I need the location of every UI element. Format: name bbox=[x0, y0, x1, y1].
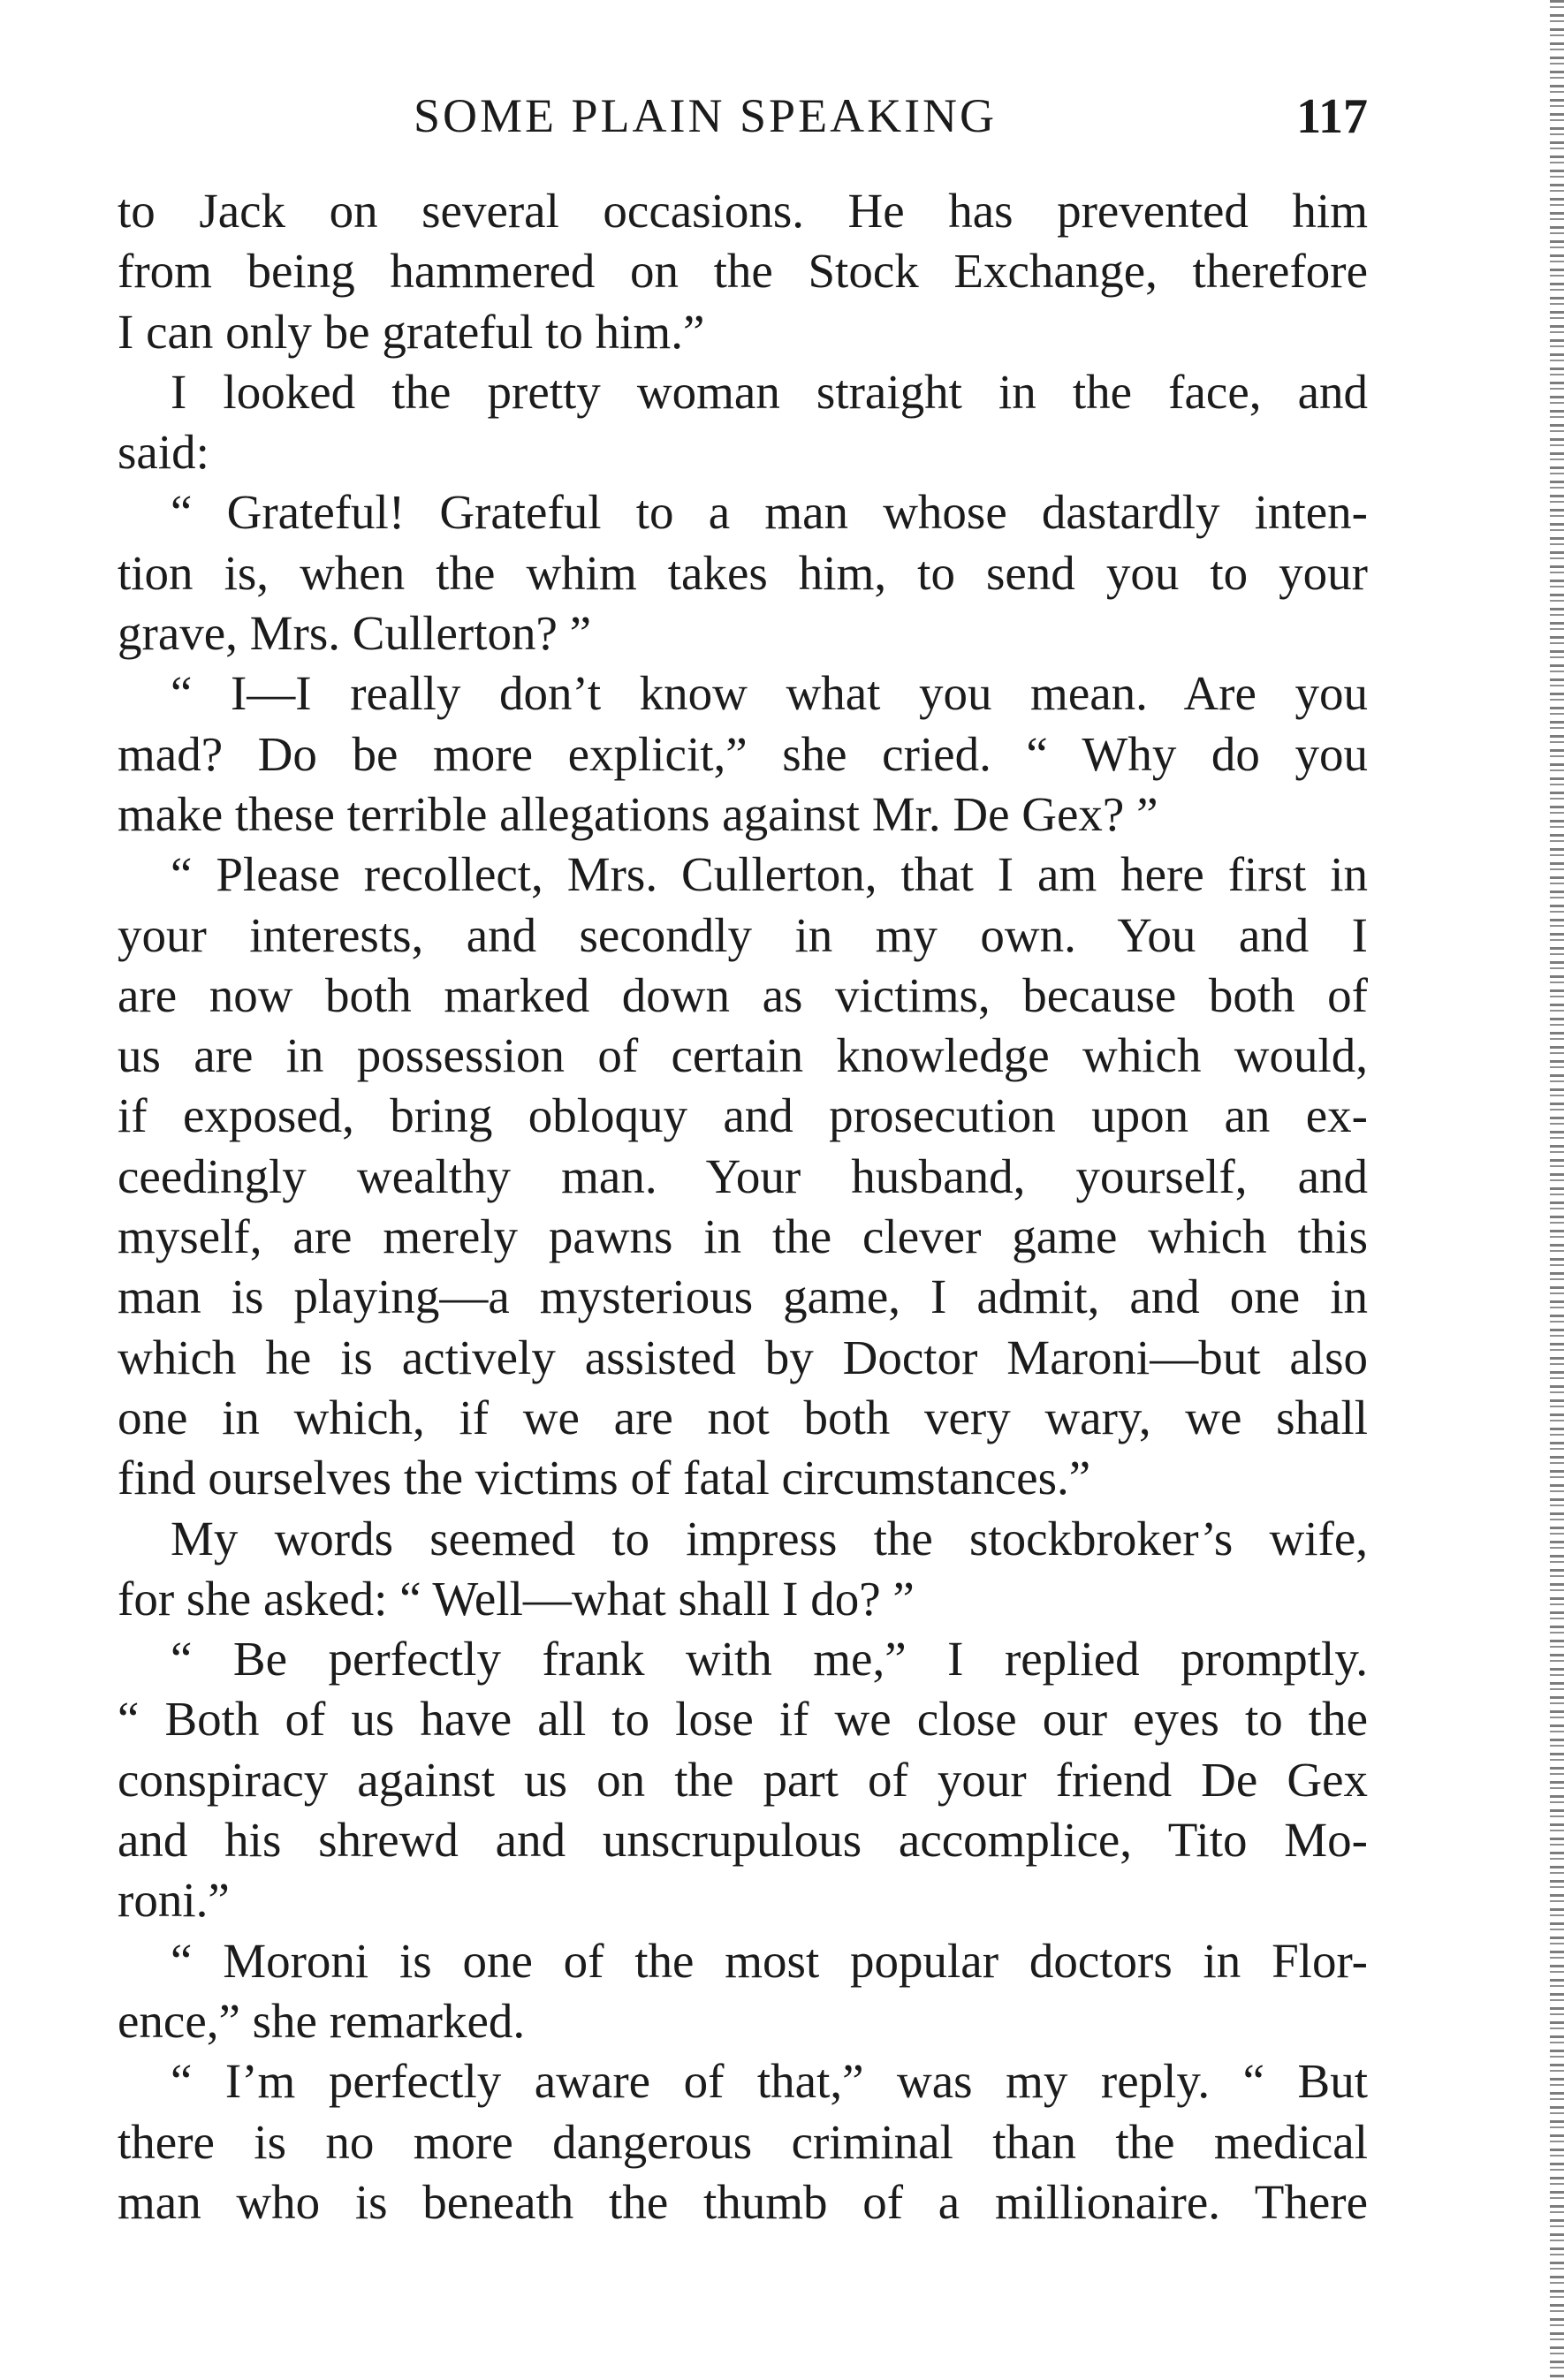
text-line: find ourselves the victims of fatal circumstances.” bbox=[118, 1451, 1091, 1505]
text-line: and his shrewd and unscrupulous accomplice, Tito Mo- bbox=[118, 1813, 1368, 1868]
text-line: us are in possession of certain knowledge which would, bbox=[118, 1028, 1368, 1083]
text-line: I looked the pretty woman straight in the face, and bbox=[171, 364, 1368, 419]
text-line: your interests, and secondly in my own. You and I bbox=[118, 907, 1368, 962]
text-line: make these terrible allegations against Mr. De Gex? ” bbox=[118, 786, 1158, 841]
text-line: for she asked: “ Well—what shall I do? ” bbox=[118, 1571, 915, 1626]
text-line: mad? Do be more explicit,” she cried. “ Why do you bbox=[118, 726, 1368, 781]
text-line: “ Be perfectly frank with me,” I replied promptly. bbox=[171, 1632, 1368, 1686]
text-line: “ Please recollect, Mrs. Cullerton, that I am here first in bbox=[171, 847, 1368, 902]
text-line: man who is beneath the thumb of a millionaire. There bbox=[118, 2174, 1368, 2229]
scan-edge-artifact bbox=[1550, 0, 1564, 2380]
text-line: ence,” she remarked. bbox=[118, 1993, 526, 2048]
text-line: to Jack on several occasions. He has prevented him bbox=[118, 184, 1368, 238]
text-line: roni.” bbox=[118, 1873, 230, 1928]
text-line: conspiracy against us on the part of your friend De Gex bbox=[118, 1752, 1368, 1807]
page-header bbox=[118, 88, 1368, 159]
text-line: “ Both of us have all to lose if we close our eyes to the bbox=[118, 1692, 1368, 1747]
text-line: tion is, when the whim takes him, to send you to your bbox=[118, 545, 1368, 600]
text-line: “ Moroni is one of the most popular doctors in Flor- bbox=[171, 1933, 1368, 1988]
text-line: from being hammered on the Stock Exchange, therefore bbox=[118, 244, 1368, 299]
text-line: are now both marked down as victims, because both of bbox=[118, 967, 1368, 1022]
body-text bbox=[118, 181, 1368, 2232]
text-line: there is no more dangerous criminal than the medical bbox=[118, 2114, 1368, 2169]
page-number: 117 bbox=[1296, 89, 1368, 144]
text-line: which he is actively assisted by Doctor Maroni—but also bbox=[118, 1330, 1368, 1384]
text-line: I can only be grateful to him.” bbox=[118, 304, 705, 359]
text-line: grave, Mrs. Cullerton? ” bbox=[118, 606, 592, 661]
running-head: SOME PLAIN SPEAKING bbox=[414, 89, 998, 142]
text-line: one in which, if we are not both very wary, we shall bbox=[118, 1390, 1368, 1444]
text-line: “ Grateful! Grateful to a man whose dastardly inten- bbox=[171, 485, 1368, 540]
text-line: if exposed, bring obloquy and prosecution upon an ex- bbox=[118, 1088, 1368, 1143]
text-line: myself, are merely pawns in the clever game which this bbox=[118, 1209, 1368, 1264]
text-line: ceedingly wealthy man. Your husband, yourself, and bbox=[118, 1148, 1368, 1203]
text-line: “ I’m perfectly aware of that,” was my reply. “ But bbox=[171, 2054, 1368, 2109]
text-line: “ I—I really don’t know what you mean. Are you bbox=[171, 666, 1368, 721]
text-line: said: bbox=[118, 425, 209, 480]
text-line: My words seemed to impress the stockbroker’s wife, bbox=[171, 1511, 1368, 1565]
text-line: man is playing—a mysterious game, I admit, and one in bbox=[118, 1270, 1368, 1324]
